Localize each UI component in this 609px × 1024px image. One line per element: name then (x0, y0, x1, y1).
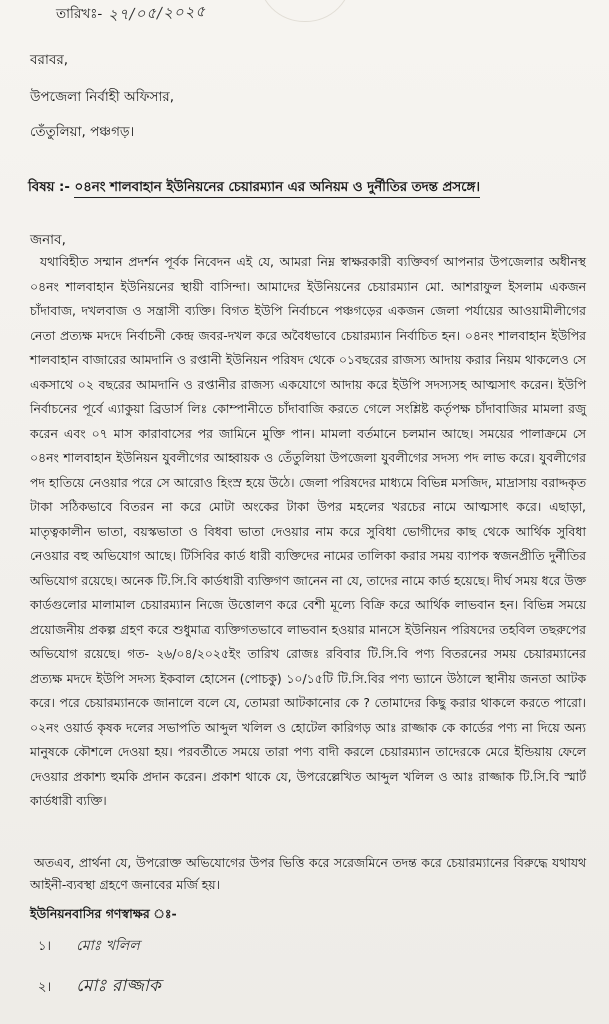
signature-handwritten: মোঃ খলিল (76, 938, 140, 954)
stamp-seal (258, 0, 352, 22)
date-label: তারিখঃ- (56, 6, 103, 22)
signature-row (38, 934, 140, 958)
recipient-line-2: উপজেলা নির্বাহী অফিসার, (30, 89, 175, 105)
date-value: ২৭/০৫/২০২৫ (107, 2, 207, 24)
recipient-line-1: বরাবর, (30, 52, 69, 68)
subject-label: বিষয় :- (28, 180, 70, 195)
subject-text: ০৪নং শালবাহান ইউনিয়নের চেয়ারম্যান এর অনিয়ম ও দুর্নীতির তদন্ত প্রসঙ্গে। (74, 180, 480, 198)
salutation: জনাব, (30, 232, 66, 248)
letter-closing: অতএব, প্রার্থনা যে, উপরোক্ত অভিযোগের উপর ভিত্তি করে সরেজমিনে তদন্ত করে চেয়ারম্যানের বিরুদ্ধে যথাযথ আইনী-ব্যবস্থা গ্রহণে জনাবের মর্জি হয়। (30, 855, 586, 892)
subject-line (28, 177, 480, 199)
letter-body: যথাবিহীত সম্মান প্রদর্শন পূর্বক নিবেদন এই যে, আমরা নিম্ন স্বাক্ষরকারী ব্যক্তিবর্গ আপনার উপজেলার অধীনস্থ ০৪নং শালবাহান ইউনিয়নের স্থায়ী বাসিন্দা। আমাদের ইউনিয়নের চেয়ারম্যান মো. আশরাফুল ইসলাম একজন চাঁদাবাজ, দখলবাজ ও সন্ত্রাসী ব্যক্তি। বিগত ইউপি নির্বাচনে পঞ্চগড়ের একজন জেলা পর্যায়ের আওয়ামীলীগের নেতা প্রত্যক্ষ মদদে নির্বাচনী কেন্দ্র জবর-দখল করে অবৈধভাবে চেয়ারম্যান নির্বাচিত হন। ০৪নং শালবাহান ইউপির শালবাহান বাজারের আমদানি ও রপ্তানী ইউনিয়ন পরিষদ থেকে ০১বছরের রাজস্য আদায় করার নিয়ম থাকলেও সে একসাথে ০২ বছরের আমদানি ও রপ্তানীর রাজস্য একযোগে আদায় করে ইউপি সদস্যসহ আত্মসাৎ করেন। ইউপি নির্বাচনের পূর্বে এ্যাকুয়া ব্রিডার্স লিঃ কোম্পানীতে চাঁদাবাজি করতে গেলে সংশ্লিষ্ট কর্তৃপক্ষ চাঁদাবাজির মামলা রজু করেন এবং ০৭ মাস কারাবাসের পর জামিনে মুক্তি পান। মামলা বর্তমানে চলমান আছে। সময়ের পালাক্রমে সে ০৪নং শালবাহান ইউনিয়ন যুবলীগের আহ্বায়ক ও তেঁতুলিয়া উপজেলা যুবলীগের সদস্য পদ লাভ করে। যুবলীগের পদ হাতিয়ে নেওয়ার পরে সে আরোও হিংস্র হয়ে উঠে। জেলা পরিষদের মাধ্যমে বিভিন্ন মসজিদ, মাদ্রাসায় বরাদ্দকৃত টাকা সঠিকভাবে বিতরন না করে মোটা অংকের টাকা উপর মহলের খরচের নামে আত্মসাৎ করে। এছাড়া, মাতৃত্বকালীন ভাতা, বয়স্কভাতা ও বিধবা ভাতা দেওয়ার নাম করে সুবিধা ভোগীদের কাছ থেকে আর্থিক সুবিধা নেওয়ার বহু অভিযোগ আছে। টিসিবির কার্ড ধারী ব্যক্তিদের নামের তালিকা করার সময় ব্যাপক স্বজনপ্রীতি দুর্নীতির অভিযোগ রয়েছে। অনেক টি.সি.বি কার্ডধারী ব্যক্তিগণ জানেন না যে, তাদের নামে কার্ড হয়েছে। দীর্ঘ সময় ধরে উক্ত কার্ডগুলোর মালামাল চেয়ারম্যান নিজে উত্তোলণ করে বেশী মূল্যে বিক্রি করে আর্থিক লাভবান হন। বিভিন্ন সময়ে প্রয়োজনীয় প্রকল্প গ্রহণ করে শুধুমাত্র ব্যক্তিগতভাবে লাভবান হওয়ার মানসে ইউনিয়ন পরিষদের তহবিল তছরুপের অভিযোগ রয়েছে। গত- ২৬/০৪/২০২৫ইং তারিখ রোজঃ রবিবার টি.সি.বি পণ্য বিতরনের সময় চেয়ারম্যানের প্রত্যক্ষ মদদে ইউপি সদস্য ইকবাল হোসেন (পোচকু) ১০/১৫টি টি.সি.বির পণ্য ভ্যানে উঠালে স্থানীয় জনতা আটক করে। পরে চেয়ারম্যানকে জানালে বলে যে, তোমরা আটকানোর কে ? তোমাদের কিছু করার থাকলে করতে পারো। ০২নং ওয়ার্ড কৃষক দলের সভাপতি আব্দুল খলিল ও হোটেল কারিগড় আঃ রাজ্জাক কে কার্ডের পণ্য না দিয়ে অন্য মানুষকে কৌশলে দেওয়া হয়। পরবর্তীতে সময়ে তারা পণ্য বাদী করলে চেয়ারম্যান তাদেরকে মেরে ইন্ডিয়ায় ফেলে দেওয়ার প্রকাশ্য হুমকি প্রদান করেন। প্রকাশ থাকে যে, উপরেল্লেখিত আব্দুল খলিল ও আঃ রাজ্জাক টি.সি.বি স্মার্ট কার্ডধারী ব্যক্তি। (30, 254, 586, 808)
signature-handwritten: মোঃ রাজ্জাক (76, 976, 161, 996)
signature-row (38, 973, 161, 1001)
recipient-line-3: তেঁতুলিয়া, পঞ্চগড়। (30, 124, 135, 140)
signature-number: ২। (38, 980, 52, 995)
signatures-heading: ইউনিয়নবাসির গণস্বাক্ষর ঃ- (30, 906, 177, 921)
signature-number: ১। (38, 939, 52, 954)
